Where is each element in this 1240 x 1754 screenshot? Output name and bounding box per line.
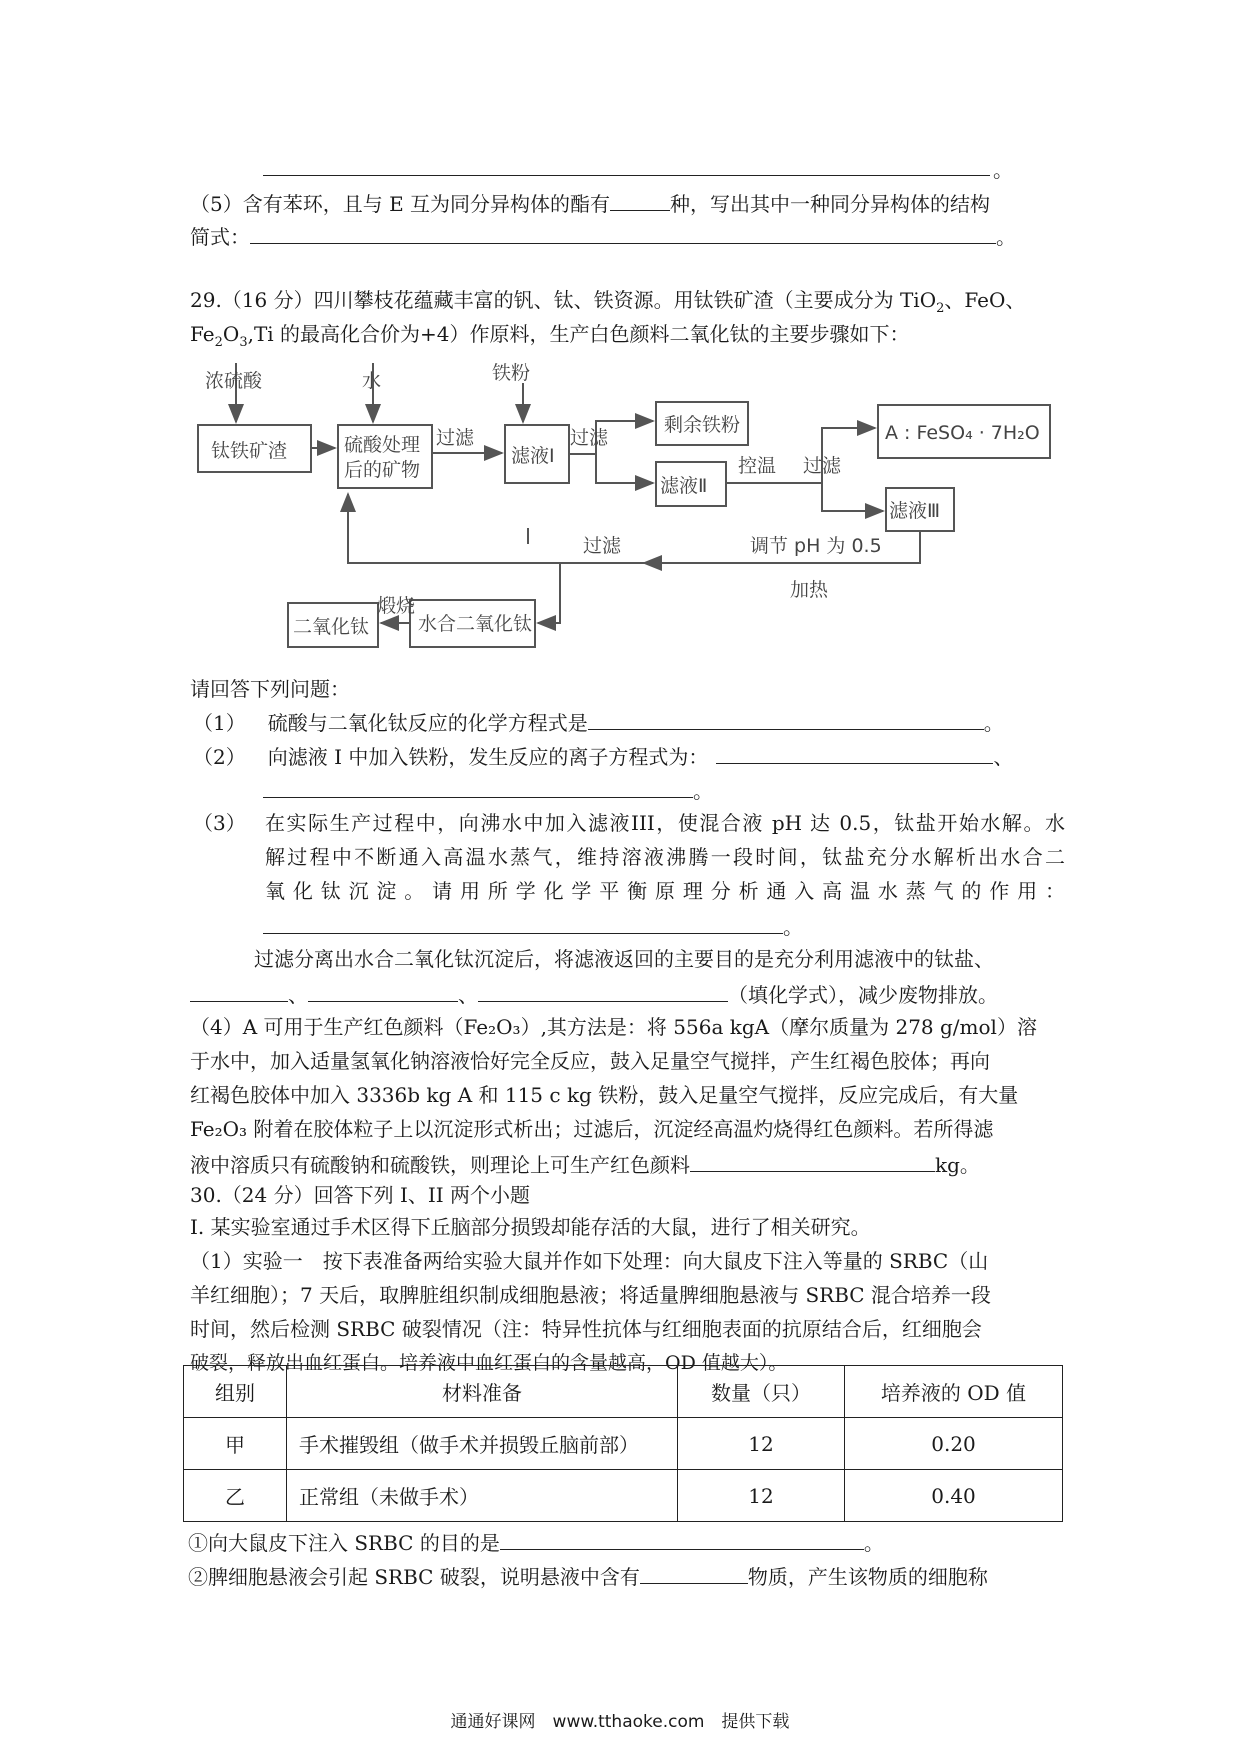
question-30-title: 30.（24 分）回答下列 I、II 两个小题: [190, 1183, 531, 1207]
answer-blank[interactable]: [308, 979, 458, 1002]
answer-blank[interactable]: [478, 979, 728, 1002]
header-count: 数量（只）: [678, 1366, 845, 1418]
label-filter-4: 过滤: [583, 535, 622, 557]
experiment-1-l4: 破裂，释放出血红蛋白。培养液中血红蛋白的含量越高，OD 值越大）。: [190, 1352, 788, 1374]
process-flow-diagram: [178, 358, 1068, 660]
box-filtrate-3-text: 滤液Ⅲ: [889, 500, 941, 522]
box-filtrate-1-text: 滤液Ⅰ: [511, 445, 555, 467]
question-30-intro: I. 某实验室通过手术区得下丘脑部分损毁却能存活的大鼠，进行了相关研究。: [190, 1215, 871, 1239]
table-row: [184, 1470, 1063, 1522]
sub-question-30-2: ②脾细胞悬液会引起 SRBC 破裂，说明悬液中含有 物质，产生该物质的细胞称: [188, 1561, 988, 1591]
experiment-1-l1: （1）实验一 按下表准备两给实验大鼠并作如下处理：向大鼠皮下注入等量的 SRBC（山: [190, 1249, 989, 1273]
answer-blank[interactable]: [640, 1561, 748, 1584]
header-material: 材料准备: [287, 1366, 678, 1418]
label-conc-acid: 浓硫酸: [205, 370, 263, 392]
question-29-intro-2: $Fe_2O_3,Ti$ 的最高化合价为+4）作原料，生产白色颜料二氧化钛的主要步骤如下：: [190, 322, 910, 350]
label-heat: 加热: [790, 579, 829, 601]
label-filter-1: 过滤: [436, 427, 475, 449]
box-treated-text-2: 后的矿物: [344, 459, 421, 481]
label-adjust-ph: 调节 pH 为 0.5: [750, 535, 882, 557]
sub-question-1: （1） 硫酸与二氧化钛反应的化学方程式是 。: [193, 707, 1004, 737]
table-row: [184, 1418, 1063, 1470]
box-filtrate-2-text: 滤液Ⅱ: [660, 475, 708, 497]
experiment-table: [183, 1365, 1063, 1522]
label-filter-3: 过滤: [803, 455, 842, 477]
sub-question-4-l2: 于水中，加入适量氢氧化钠溶液恰好完全反应，鼓入足量空气搅拌，产生红褐色胶体；再向: [190, 1049, 990, 1073]
sub-question-3-l2: 解过程中不断通入高温水蒸气，维持溶液沸腾一段时间，钛盐充分水解析出水合二: [265, 845, 1065, 869]
answer-blank[interactable]: [250, 221, 996, 244]
label-calcine: 煅烧: [377, 595, 416, 617]
period: 。: [993, 158, 1013, 182]
question-28-5-line2: 简式： 。: [190, 221, 1016, 251]
answer-blank[interactable]: [588, 707, 984, 730]
answer-blank[interactable]: [263, 911, 783, 934]
cell-group: 甲: [184, 1418, 287, 1470]
experiment-1-l3: 时间，然后检测 SRBC 破裂情况（注：特异性抗体与红细胞表面的抗原结合后，红细胞会: [190, 1317, 982, 1341]
box-tio2-text: 二氧化钛: [293, 616, 370, 638]
box-remaining-iron-text: 剩余铁粉: [664, 414, 741, 436]
sub-question-2-cont: 。: [263, 775, 713, 805]
footer-source: 通通好课网 www.tthaoke.com 提供下载: [450, 1712, 790, 1732]
sub-question-3-blank: 。: [263, 911, 803, 941]
answer-blank[interactable]: [716, 741, 993, 764]
sub-question-3-l1: 在实际生产过程中，向沸水中加入滤液III，使混合液 pH 达 0.5，钛盐开始水解。水: [265, 811, 1065, 835]
cell-material: 手术摧毁组（做手术并损毁丘脑前部）: [287, 1418, 678, 1470]
header-od: 培养液的 OD 值: [845, 1366, 1063, 1418]
question-29-intro: 29.（16 分）四川攀枝花蕴藏丰富的钒、钛、铁资源。用钛铁矿渣（主要成分为 TiO$_2$、FeO、: [190, 288, 1026, 316]
sub-question-4-l5: 液中溶质只有硫酸钠和硫酸铁，则理论上可生产红色颜料 kg。: [190, 1149, 980, 1179]
sub-question-30-1: ①向大鼠皮下注入 SRBC 的目的是 。: [188, 1527, 884, 1557]
instruction: 请回答下列问题：: [190, 677, 350, 701]
box-hydrated-text: 水合二氧化钛: [418, 613, 533, 635]
answer-blank[interactable]: [190, 979, 288, 1002]
sub-question-2: （2） 向滤液 I 中加入铁粉，发生反应的离子方程式为： 、: [193, 741, 1013, 771]
label-filter-2: 过滤: [570, 427, 609, 449]
sub-question-3-l5: 、 、 （填化学式），减少废物排放。: [190, 979, 998, 1009]
sub-question-3-l3: 氧化钛沉淀。请用所学化学平衡原理分析通入高温水蒸气的作用：: [265, 879, 1065, 903]
sub-question-4-l3: 红褐色胶体中加入 3336b kg A 和 115 c kg 铁粉，鼓入足量空气搅拌，反应完成后，有大量: [190, 1083, 1019, 1107]
answer-blank[interactable]: [263, 174, 990, 176]
cell-count: 12: [678, 1470, 845, 1522]
sub-question-3-num: （3）: [193, 811, 246, 835]
cell-group: 乙: [184, 1470, 287, 1522]
answer-blank[interactable]: [610, 188, 670, 211]
experiment-1-l2: 羊红细胞）；7 天后，取脾脏组织制成细胞悬液；将适量脾细胞悬液与 SRBC 混合培养一段: [190, 1283, 991, 1307]
cell-od: 0.20: [845, 1418, 1063, 1470]
label-iron-powder: 铁粉: [492, 362, 531, 384]
box-slag-text: 钛铁矿渣: [211, 440, 288, 462]
box-treated-text-1: 硫酸处理: [344, 434, 421, 456]
sub-question-4-l1: （4）A 可用于生产红色颜料（Fe₂O₃）,其方法是：将 556a kgA（摩尔质量为 278 g/mol）溶: [190, 1015, 1037, 1039]
answer-blank[interactable]: [690, 1149, 935, 1172]
box-A-text: A : FeSO₄ · 7H₂O: [885, 422, 1040, 444]
cell-material: 正常组（未做手术）: [287, 1470, 678, 1522]
question-28-5-line: （5）含有苯环，且与 E 互为同分异构体的酯有 种，写出其中一种同分异构体的结构: [190, 188, 990, 218]
sub-question-4-l4: Fe₂O₃ 附着在胶体粒子上以沉淀形式析出；过滤后，沉淀经高温灼烧得红色颜料。若所得滤: [190, 1117, 994, 1141]
header-group: 组别: [184, 1366, 287, 1418]
label-temp-control: 控温: [738, 455, 777, 477]
label-water: 水: [362, 370, 382, 392]
cell-count: 12: [678, 1418, 845, 1470]
sub-question-3-l4: 过滤分离出水合二氧化钛沉淀后，将滤液返回的主要目的是充分利用滤液中的钛盐、: [254, 947, 994, 971]
table-header-row: [184, 1366, 1063, 1418]
answer-blank[interactable]: [500, 1527, 864, 1550]
answer-blank[interactable]: [263, 775, 693, 798]
cell-od: 0.40: [845, 1470, 1063, 1522]
